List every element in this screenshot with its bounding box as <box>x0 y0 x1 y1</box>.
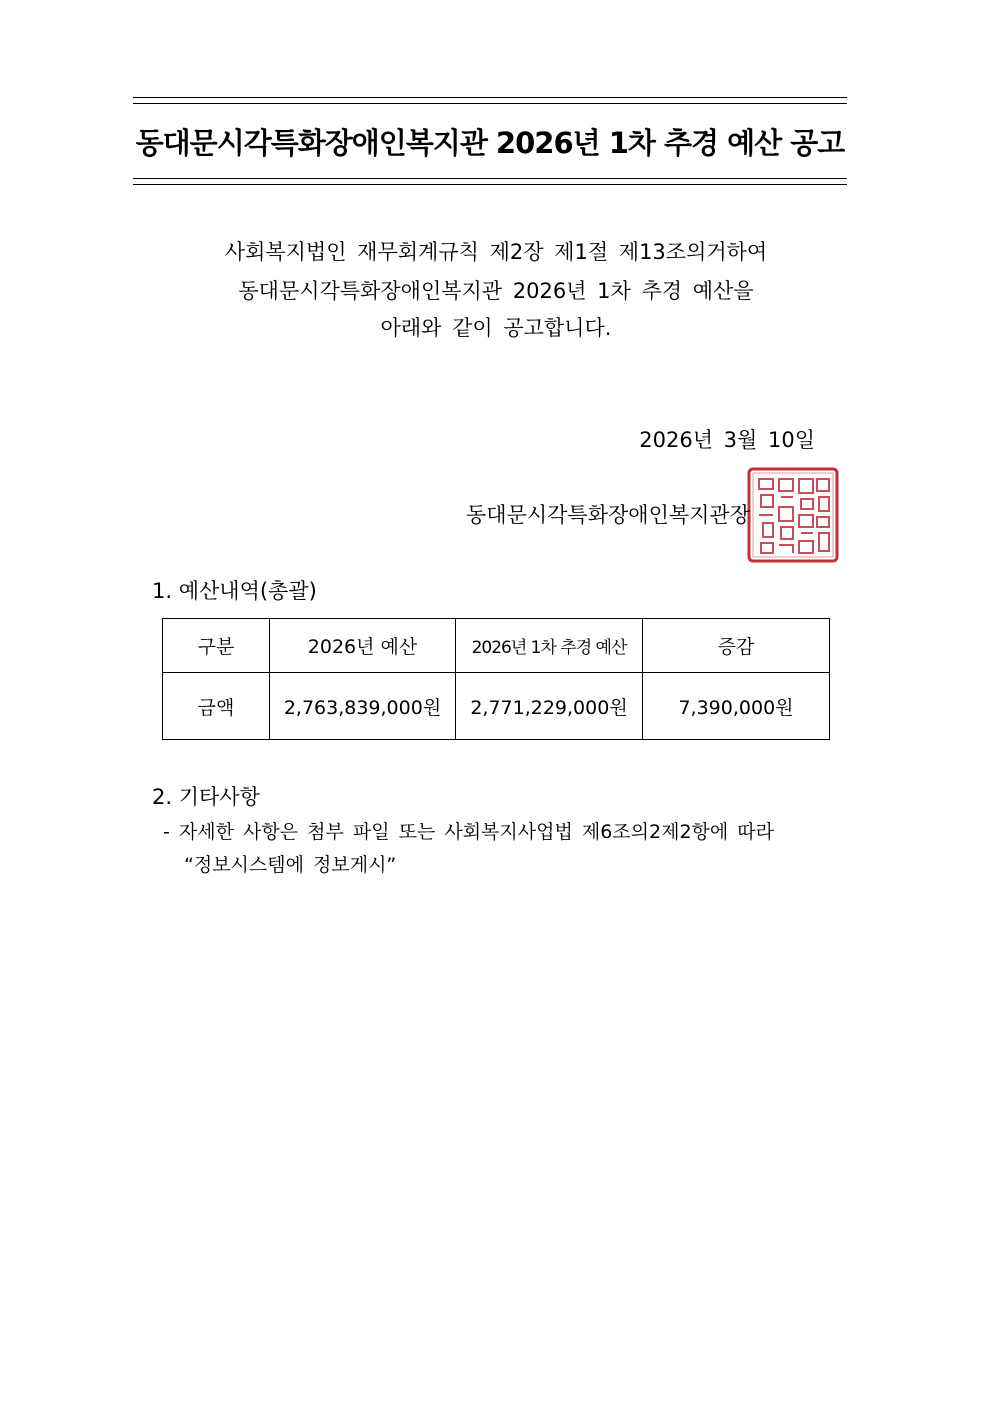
title-top-rule <box>133 97 847 104</box>
announcement-date: 2026년 3월 10일 <box>639 428 815 452</box>
official-seal <box>747 467 839 563</box>
budget-summary-table <box>162 618 830 740</box>
table-row <box>163 673 830 740</box>
organization-signature: 동대문시각특화장애인복지관장 <box>466 503 751 527</box>
section2-heading: 2. 기타사항 <box>152 785 260 809</box>
header-supplementary-budget: 2026년 1차 추경 예산 <box>456 619 643 673</box>
intro-line-2: 동대문시각특화장애인복지관 2026년 1차 추경 예산을 <box>238 279 754 303</box>
title-bottom-rule <box>133 178 847 185</box>
section2-line-1: - 자세한 사항은 첨부 파일 또는 사회복지사업법 제6조의2제2항에 따라 <box>163 821 774 843</box>
table-header-row <box>163 619 830 673</box>
document-title: 동대문시각특화장애인복지관 2026년 1차 추경 예산 공고 <box>135 126 845 160</box>
intro-line-1: 사회복지법인 재무회계규칙 제2장 제1절 제13조의거하여 <box>224 240 768 264</box>
section2-line-2: “정보시스템에 정보게시” <box>184 854 397 876</box>
change-amount: 7,390,000원 <box>643 673 830 740</box>
section1-heading: 1. 예산내역(총괄) <box>152 579 317 603</box>
intro-line-3: 아래와 같이 공고합니다. <box>380 316 612 340</box>
header-change: 증감 <box>643 619 830 673</box>
supplementary-budget-amount: 2,771,229,000원 <box>456 673 643 740</box>
row-label: 금액 <box>163 673 270 740</box>
original-budget-amount: 2,763,839,000원 <box>270 673 456 740</box>
header-category: 구분 <box>163 619 270 673</box>
header-original-budget: 2026년 예산 <box>270 619 456 673</box>
